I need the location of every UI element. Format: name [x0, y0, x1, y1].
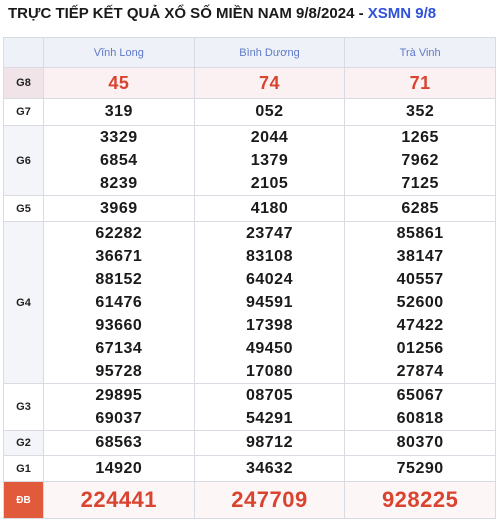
header-corner [4, 38, 44, 68]
prize-number: 319 [104, 103, 133, 120]
prize-number: 8239 [100, 175, 138, 192]
prize-number: 23747 [245, 225, 293, 242]
prize-number: 7962 [401, 152, 439, 169]
prize-cell [345, 431, 496, 456]
prize-number: 98712 [245, 434, 293, 451]
prize-cell [44, 482, 195, 519]
prize-cell [44, 126, 195, 196]
prize-number: 65067 [396, 387, 444, 404]
prize-row-g3 [4, 384, 496, 431]
prize-number: 74 [258, 73, 280, 93]
prize-cell [345, 222, 496, 384]
prize-number: 224441 [80, 487, 158, 512]
prize-number: 08705 [245, 387, 293, 404]
prize-number: 36671 [95, 248, 143, 265]
prize-number: 7125 [401, 175, 439, 192]
prize-row-g7 [4, 99, 496, 126]
prize-number: 83108 [245, 248, 293, 265]
prize-number: 68563 [95, 434, 143, 451]
prize-row-g2 [4, 431, 496, 456]
prize-number: 34632 [245, 460, 293, 477]
prize-cell [345, 68, 496, 99]
prize-number: 80370 [396, 434, 444, 451]
prize-number: 85861 [396, 225, 444, 242]
prize-cell [345, 99, 496, 126]
prize-number: 1379 [250, 152, 289, 169]
prize-number: 52600 [396, 294, 444, 311]
prize-number: 2105 [250, 175, 289, 192]
prize-label: G2 [4, 431, 44, 456]
prize-number: 75290 [396, 460, 444, 477]
prize-number: 247709 [231, 487, 308, 512]
prize-cell [194, 384, 345, 431]
prize-number: 29895 [95, 387, 143, 404]
prize-number: 3969 [100, 200, 138, 217]
prize-number: 94591 [245, 294, 293, 311]
prize-cell [44, 99, 195, 126]
prize-number: 95728 [95, 363, 143, 380]
prize-label: G6 [4, 126, 44, 196]
prize-row-g1 [4, 456, 496, 482]
prize-number: 67134 [95, 340, 143, 357]
prize-number: 40557 [396, 271, 444, 288]
prize-row-db [4, 482, 496, 519]
prize-cell [194, 456, 345, 482]
prize-number: 27874 [396, 363, 444, 380]
prize-number: 052 [255, 103, 284, 120]
prize-label: G1 [4, 456, 44, 482]
prize-number: 14920 [95, 460, 143, 477]
prize-cell [345, 482, 496, 519]
results-table [3, 37, 496, 519]
prize-cell [194, 196, 345, 222]
prize-number: 54291 [245, 410, 293, 427]
prize-cell [194, 431, 345, 456]
prize-number: 62282 [95, 225, 143, 242]
prize-number: 88152 [95, 271, 143, 288]
prize-cell [194, 126, 345, 196]
prize-number: 1265 [401, 129, 439, 146]
prize-number: 352 [406, 103, 435, 120]
province-header-row [4, 38, 496, 68]
prize-label: ĐB [4, 482, 44, 519]
prize-cell [44, 456, 195, 482]
prize-number: 6854 [100, 152, 138, 169]
prize-cell [345, 384, 496, 431]
prize-cell [194, 482, 345, 519]
prize-label: G4 [4, 222, 44, 384]
prize-row-g6 [4, 126, 496, 196]
title-text: TRỰC TIẾP KẾT QUẢ XỔ SỐ MIỀN NAM 9/8/2024 - [8, 5, 364, 22]
prize-number: 45 [108, 73, 130, 93]
page-title [0, 0, 500, 28]
prize-number: 4180 [250, 200, 289, 217]
prize-cell [44, 68, 195, 99]
prize-cell [44, 384, 195, 431]
prize-number: 93660 [95, 317, 143, 334]
province-vinh-long[interactable]: Vĩnh Long [44, 38, 195, 68]
prize-number: 3329 [100, 129, 138, 146]
results-body [4, 68, 496, 519]
province-tra-vinh[interactable]: Trà Vinh [345, 38, 496, 68]
prize-number: 01256 [396, 340, 444, 357]
prize-cell [44, 222, 195, 384]
prize-cell [194, 222, 345, 384]
prize-number: 17398 [245, 317, 293, 334]
prize-number: 69037 [95, 410, 143, 427]
title-accent-link[interactable]: XSMN 9/8 [367, 5, 437, 22]
prize-number: 47422 [396, 317, 444, 334]
prize-number: 64024 [245, 271, 293, 288]
prize-cell [44, 196, 195, 222]
prize-row-g8 [4, 68, 496, 99]
prize-number: 6285 [401, 200, 439, 217]
prize-label: G3 [4, 384, 44, 431]
prize-number: 38147 [396, 248, 444, 265]
prize-cell [345, 456, 496, 482]
prize-number: 61476 [95, 294, 143, 311]
prize-number: 71 [409, 73, 431, 93]
province-binh-duong[interactable]: Bình Dương [194, 38, 345, 68]
prize-row-g5 [4, 196, 496, 222]
prize-cell [194, 68, 345, 99]
prize-cell [44, 431, 195, 456]
prize-cell [345, 126, 496, 196]
prize-number: 2044 [250, 129, 289, 146]
prize-number: 60818 [396, 410, 444, 427]
prize-number: 17080 [245, 363, 293, 380]
prize-cell [345, 196, 496, 222]
prize-label: G8 [4, 68, 44, 99]
prize-label: G7 [4, 99, 44, 126]
prize-number: 928225 [381, 487, 459, 512]
prize-label: G5 [4, 196, 44, 222]
prize-number: 49450 [245, 340, 293, 357]
prize-cell [194, 99, 345, 126]
prize-row-g4 [4, 222, 496, 384]
